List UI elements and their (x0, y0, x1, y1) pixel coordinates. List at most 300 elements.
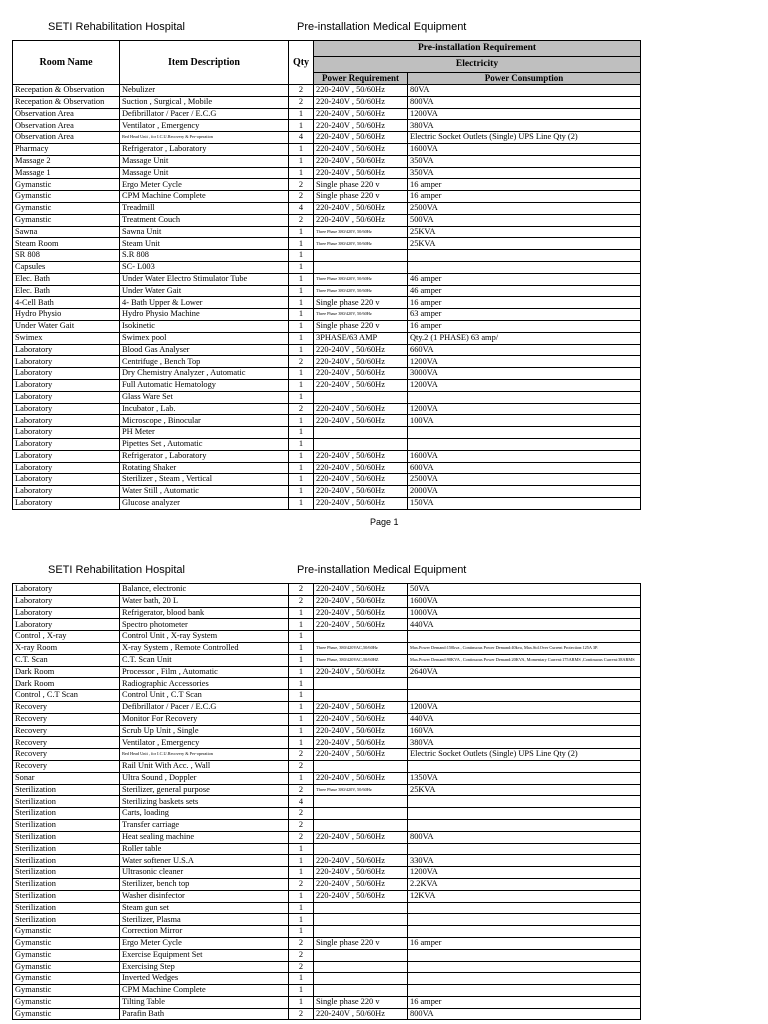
table-row (13, 191, 641, 203)
item-description-cell: Massage Unit (120, 155, 289, 167)
qty-cell: 2 (289, 1008, 314, 1020)
room-name-cell: Laboratory (13, 344, 120, 356)
power-requirement-cell: 220-240V , 50/60Hz (314, 890, 408, 902)
power-requirement-cell: 220-240V , 50/60Hz (314, 415, 408, 427)
power-requirement-cell: 220-240V , 50/60Hz (314, 450, 408, 462)
item-description-cell: Under Water Electro Stimulator Tube (120, 273, 289, 285)
table-row (13, 737, 641, 749)
qty-cell: 1 (289, 285, 314, 297)
qty-cell: 1 (289, 379, 314, 391)
power-consumption-cell: 3000VA (408, 368, 641, 380)
qty-cell: 2 (289, 179, 314, 191)
qty-cell: 1 (289, 486, 314, 498)
qty-cell: 1 (289, 297, 314, 309)
item-description-cell: Suction , Surgical , Mobile (120, 96, 289, 108)
table-row (13, 108, 641, 120)
qty-cell: 1 (289, 631, 314, 643)
power-requirement-cell (314, 961, 408, 973)
item-description-cell: Sterilizer, bench top (120, 878, 289, 890)
qty-cell: 1 (289, 332, 314, 344)
power-consumption-cell: 16 amper (408, 996, 641, 1008)
power-requirement-cell: 220-240V , 50/60Hz (314, 143, 408, 155)
room-name-cell: Gymanstic (13, 179, 120, 191)
table-row (13, 796, 641, 808)
power-consumption-cell: 100VA (408, 415, 641, 427)
table-row (13, 85, 641, 97)
page-header (0, 21, 768, 37)
power-requirement-cell: 220-240V , 50/60Hz (314, 1008, 408, 1020)
room-name-cell: Swimex (13, 332, 120, 344)
table-row (13, 309, 641, 321)
table-row (13, 332, 641, 344)
table-row (13, 902, 641, 914)
room-name-cell: Sterilization (13, 902, 120, 914)
power-consumption-cell: 1200VA (408, 356, 641, 368)
table-row (13, 867, 641, 879)
table-row (13, 607, 641, 619)
qty-cell: 1 (289, 996, 314, 1008)
item-description-cell: Refrigerator, blood bank (120, 607, 289, 619)
room-name-cell: Under Water Gait (13, 320, 120, 332)
room-name-cell: Sterilization (13, 808, 120, 820)
item-description-cell: Ergo Meter Cycle (120, 937, 289, 949)
item-description-cell: Ventilator , Emergency (120, 737, 289, 749)
table-row (13, 725, 641, 737)
table-row (13, 179, 641, 191)
power-consumption-cell (408, 261, 641, 273)
qty-cell: 1 (289, 843, 314, 855)
qty-cell: 1 (289, 238, 314, 250)
qty-cell: 4 (289, 202, 314, 214)
table-row (13, 415, 641, 427)
room-name-cell: Observation Area (13, 108, 120, 120)
qty-cell: 1 (289, 607, 314, 619)
table-row (13, 497, 641, 509)
power-requirement-cell: 220-240V , 50/60Hz (314, 96, 408, 108)
qty-cell: 4 (289, 132, 314, 144)
power-requirement-cell (314, 985, 408, 997)
table-row (13, 427, 641, 439)
item-description-cell: Processor , Film , Automatic (120, 666, 289, 678)
item-description-cell: 4- Bath Upper & Lower (120, 297, 289, 309)
room-name-cell: Observation Area (13, 120, 120, 132)
table-row (13, 379, 641, 391)
power-consumption-cell (408, 438, 641, 450)
qty-cell: 1 (289, 985, 314, 997)
table-body (13, 584, 641, 1020)
qty-cell: 1 (289, 666, 314, 678)
qty-cell: 1 (289, 143, 314, 155)
qty-cell: 4 (289, 796, 314, 808)
room-name-cell: C.T. Scan (13, 654, 120, 666)
room-name-cell: Laboratory (13, 486, 120, 498)
power-consumption-cell: 440VA (408, 619, 641, 631)
power-consumption-cell: 350VA (408, 167, 641, 179)
power-requirement-cell: 220-240V , 50/60Hz (314, 619, 408, 631)
item-description-cell: Exercising Step (120, 961, 289, 973)
qty-cell: 1 (289, 713, 314, 725)
power-consumption-cell: Qty.2 (1 PHASE) 63 amp/ (408, 332, 641, 344)
qty-cell: 1 (289, 642, 314, 654)
power-consumption-cell: 16 amper (408, 297, 641, 309)
power-consumption-cell: 2500VA (408, 202, 641, 214)
power-requirement-cell: 220-240V , 50/60Hz (314, 155, 408, 167)
item-description-cell: Sterilizer , Steam , Vertical (120, 474, 289, 486)
item-description-cell: Washer disinfector (120, 890, 289, 902)
item-description-cell: Defibrillator / Pacer / E.C.G (120, 701, 289, 713)
qty-cell: 1 (289, 867, 314, 879)
qty-cell: 2 (289, 191, 314, 203)
qty-cell: 1 (289, 450, 314, 462)
power-consumption-cell: 2500VA (408, 474, 641, 486)
power-consumption-cell (408, 427, 641, 439)
item-description-cell: Inverted Wedges (120, 973, 289, 985)
table-row (13, 474, 641, 486)
room-name-cell: Steam Room (13, 238, 120, 250)
qty-cell: 2 (289, 85, 314, 97)
table-row (13, 914, 641, 926)
table-body (13, 85, 641, 510)
power-requirement-cell: Three Phase 380/420V, 50/60Hz (314, 273, 408, 285)
item-description-cell: Transfer carriage (120, 819, 289, 831)
power-requirement-cell: 220-240V , 50/60Hz (314, 584, 408, 596)
equipment-table-page-2 (12, 583, 641, 1020)
item-description-cell: Control Unit , C.T Scan (120, 690, 289, 702)
page-number: Page 1 (370, 517, 399, 527)
item-description-cell: Sterilizing baskets sets (120, 796, 289, 808)
document-title: Pre-installation Medical Equipment (297, 564, 467, 576)
power-consumption-cell (408, 391, 641, 403)
power-consumption-cell: 1200VA (408, 701, 641, 713)
room-name-cell: Recovery (13, 760, 120, 772)
room-name-cell: Elec. Bath (13, 273, 120, 285)
room-name-cell: Sterilization (13, 867, 120, 879)
table-row (13, 143, 641, 155)
page-header (0, 564, 768, 580)
power-requirement-cell: 220-240V , 50/60Hz (314, 595, 408, 607)
item-description-cell: Glucose analyzer (120, 497, 289, 509)
qty-cell: 2 (289, 356, 314, 368)
table-row (13, 619, 641, 631)
qty-cell: 1 (289, 701, 314, 713)
item-description-cell: Radiographic Accessories (120, 678, 289, 690)
item-description-cell: Tilting Table (120, 996, 289, 1008)
power-requirement-cell (314, 796, 408, 808)
power-requirement-cell: Three Phase 380/420V, 50/60Hz (314, 309, 408, 321)
item-description-cell: Scrub Up Unit , Single (120, 725, 289, 737)
room-name-cell: Recovery (13, 749, 120, 761)
room-name-cell: Massage 1 (13, 167, 120, 179)
qty-cell: 1 (289, 167, 314, 179)
power-consumption-cell (408, 843, 641, 855)
table-row (13, 890, 641, 902)
table-row (13, 273, 641, 285)
room-name-cell: Sterilization (13, 784, 120, 796)
power-consumption-cell: 80VA (408, 85, 641, 97)
item-description-cell: Microscope , Binocular (120, 415, 289, 427)
power-requirement-cell: 220-240V , 50/60Hz (314, 878, 408, 890)
power-requirement-cell: 220-240V , 50/60Hz (314, 713, 408, 725)
item-description-cell: Isokinetic (120, 320, 289, 332)
qty-cell: 2 (289, 784, 314, 796)
room-name-cell: X-ray Room (13, 642, 120, 654)
room-name-cell: Sterilization (13, 890, 120, 902)
power-consumption-cell: 1200VA (408, 867, 641, 879)
power-requirement-cell: 220-240V , 50/60Hz (314, 132, 408, 144)
qty-cell: 1 (289, 678, 314, 690)
qty-cell: 1 (289, 427, 314, 439)
power-consumption-cell: 16 amper (408, 320, 641, 332)
table-row (13, 584, 641, 596)
table-row (13, 949, 641, 961)
table-row (13, 238, 641, 250)
room-name-cell: Sterilization (13, 878, 120, 890)
item-description-cell: Correction Mirror (120, 926, 289, 938)
power-consumption-cell (408, 902, 641, 914)
item-description-cell: CPM Machine Complete (120, 985, 289, 997)
qty-cell: 1 (289, 690, 314, 702)
room-name-cell: Gymanstic (13, 949, 120, 961)
room-name-cell: Massage 2 (13, 155, 120, 167)
room-name-cell: Gymanstic (13, 996, 120, 1008)
table-row (13, 120, 641, 132)
qty-cell: 1 (289, 391, 314, 403)
qty-cell: 1 (289, 155, 314, 167)
power-consumption-cell: 1350VA (408, 772, 641, 784)
room-name-cell: Recovery (13, 701, 120, 713)
item-description-cell: X-ray System , Remote Controlled (120, 642, 289, 654)
qty-cell: 2 (289, 949, 314, 961)
qty-cell: 1 (289, 619, 314, 631)
qty-cell: 1 (289, 902, 314, 914)
column-header-pre-installation: Pre-installation Requirement (314, 41, 641, 57)
room-name-cell: Laboratory (13, 391, 120, 403)
qty-cell: 2 (289, 819, 314, 831)
room-name-cell: Control , X-ray (13, 631, 120, 643)
room-name-cell: Laboratory (13, 595, 120, 607)
item-description-cell: Rotating Shaker (120, 462, 289, 474)
item-description-cell: Sterilizer, Plasma (120, 914, 289, 926)
item-description-cell: Ultra Sound , Doppler (120, 772, 289, 784)
power-consumption-cell: 63 amper (408, 309, 641, 321)
room-name-cell: Gymanstic (13, 961, 120, 973)
power-requirement-cell: 220-240V , 50/60Hz (314, 214, 408, 226)
power-requirement-cell: Single phase 220 v (314, 191, 408, 203)
room-name-cell: Observation Area (13, 132, 120, 144)
room-name-cell: Laboratory (13, 438, 120, 450)
qty-cell: 1 (289, 368, 314, 380)
qty-cell: 1 (289, 725, 314, 737)
qty-cell: 1 (289, 890, 314, 902)
item-description-cell: Under Water Gait (120, 285, 289, 297)
room-name-cell: Pharmacy (13, 143, 120, 155)
table-row (13, 701, 641, 713)
item-description-cell: Water Still , Automatic (120, 486, 289, 498)
power-consumption-cell: 1200VA (408, 403, 641, 415)
power-consumption-cell (408, 796, 641, 808)
power-consumption-cell: 2640VA (408, 666, 641, 678)
room-name-cell: Laboratory (13, 474, 120, 486)
qty-cell: 2 (289, 214, 314, 226)
power-requirement-cell (314, 973, 408, 985)
qty-cell: 2 (289, 96, 314, 108)
table-row (13, 356, 641, 368)
table-row (13, 819, 641, 831)
table-row (13, 642, 641, 654)
room-name-cell: Recepation & Observation (13, 85, 120, 97)
qty-cell: 1 (289, 226, 314, 238)
qty-cell: 1 (289, 926, 314, 938)
table-row (13, 831, 641, 843)
room-name-cell: Gymanstic (13, 985, 120, 997)
hospital-name: SETI Rehabilitation Hospital (48, 21, 185, 33)
power-requirement-cell: 220-240V , 50/60Hz (314, 701, 408, 713)
power-consumption-cell: 50VA (408, 584, 641, 596)
room-name-cell: Gymanstic (13, 214, 120, 226)
table-row (13, 403, 641, 415)
qty-cell: 1 (289, 309, 314, 321)
table-row (13, 654, 641, 666)
power-consumption-cell (408, 760, 641, 772)
power-consumption-cell: 350VA (408, 155, 641, 167)
table-row (13, 855, 641, 867)
power-requirement-cell: 220-240V , 50/60Hz (314, 379, 408, 391)
table-row (13, 1008, 641, 1020)
room-name-cell: Sterilization (13, 796, 120, 808)
power-consumption-cell: 25KVA (408, 226, 641, 238)
table-row (13, 631, 641, 643)
power-requirement-cell (314, 819, 408, 831)
power-consumption-cell: 46 amper (408, 285, 641, 297)
power-consumption-cell: 2000VA (408, 486, 641, 498)
room-name-cell: Laboratory (13, 415, 120, 427)
power-consumption-cell: 1200VA (408, 108, 641, 120)
item-description-cell: Pipettes Set , Automatic (120, 438, 289, 450)
power-consumption-cell: 1600VA (408, 595, 641, 607)
room-name-cell: Gymanstic (13, 926, 120, 938)
power-requirement-cell: Three Phase 380/420V, 50/60Hz (314, 226, 408, 238)
power-consumption-cell: 380VA (408, 120, 641, 132)
table-row (13, 973, 641, 985)
qty-cell: 1 (289, 108, 314, 120)
document-title: Pre-installation Medical Equipment (297, 21, 467, 33)
room-name-cell: Laboratory (13, 607, 120, 619)
room-name-cell: Sterilization (13, 831, 120, 843)
table-row (13, 391, 641, 403)
power-requirement-cell: 220-240V , 50/60Hz (314, 368, 408, 380)
item-description-cell: Water softener U.S.A (120, 855, 289, 867)
power-consumption-cell: 500VA (408, 214, 641, 226)
item-description-cell: Sterilizer, general purpose (120, 784, 289, 796)
room-name-cell: Elec. Bath (13, 285, 120, 297)
qty-cell: 2 (289, 937, 314, 949)
power-consumption-cell: 1200VA (408, 379, 641, 391)
table-row (13, 843, 641, 855)
item-description-cell: Steam Unit (120, 238, 289, 250)
room-name-cell: Laboratory (13, 356, 120, 368)
item-description-cell: Defibrillator / Pacer / E.C.G (120, 108, 289, 120)
table-row (13, 226, 641, 238)
item-description-cell: Steam gun set (120, 902, 289, 914)
power-requirement-cell: 220-240V , 50/60Hz (314, 749, 408, 761)
power-consumption-cell: Max.Power Demand:90KVA , Continuous Power Demand:20KVA, Momentary Current:175ARMS ,Continuous Current:38ARMS (408, 654, 641, 666)
qty-cell: 2 (289, 595, 314, 607)
item-description-cell: Balance, electronic (120, 584, 289, 596)
item-description-cell: C.T. Scan Unit (120, 654, 289, 666)
power-requirement-cell (314, 438, 408, 450)
power-requirement-cell (314, 690, 408, 702)
room-name-cell: SR 808 (13, 250, 120, 262)
item-description-cell: Ultrasonic cleaner (120, 867, 289, 879)
table-row (13, 155, 641, 167)
table-row (13, 285, 641, 297)
power-requirement-cell: 220-240V , 50/60Hz (314, 403, 408, 415)
power-consumption-cell: Max.Power Demand:150kva , Continuous Power Demand:40kva, Max.Std.Over Current Protection:125A 3P. (408, 642, 641, 654)
power-requirement-cell: Three Phase 380/420V, 50/60Hz (314, 784, 408, 796)
power-consumption-cell (408, 926, 641, 938)
item-description-cell: Monitor For Recovery (120, 713, 289, 725)
item-description-cell: Blood Gas Analyser (120, 344, 289, 356)
power-requirement-cell: 220-240V , 50/60Hz (314, 167, 408, 179)
room-name-cell: Hydro Physio (13, 309, 120, 321)
power-requirement-cell: 220-240V , 50/60Hz (314, 737, 408, 749)
table-row (13, 760, 641, 772)
power-consumption-cell: 380VA (408, 737, 641, 749)
power-consumption-cell: 660VA (408, 344, 641, 356)
table-row (13, 595, 641, 607)
power-requirement-cell: 220-240V , 50/60Hz (314, 666, 408, 678)
power-requirement-cell: Single phase 220 v (314, 937, 408, 949)
power-consumption-cell: 16 amper (408, 179, 641, 191)
qty-cell: 1 (289, 438, 314, 450)
table-row (13, 749, 641, 761)
room-name-cell: Laboratory (13, 368, 120, 380)
room-name-cell: Gymanstic (13, 202, 120, 214)
power-requirement-cell: Three Phase 380/420V, 50/60Hz (314, 238, 408, 250)
qty-cell: 2 (289, 961, 314, 973)
power-requirement-cell: Three Phase, 380/420VAC,50/60Hz (314, 642, 408, 654)
power-requirement-cell: 220-240V , 50/60Hz (314, 474, 408, 486)
item-description-cell: Massage Unit (120, 167, 289, 179)
power-requirement-cell: 220-240V , 50/60Hz (314, 202, 408, 214)
power-consumption-cell: 16 amper (408, 937, 641, 949)
item-description-cell: Treadmill (120, 202, 289, 214)
item-description-cell: Heat sealing machine (120, 831, 289, 843)
qty-cell: 1 (289, 462, 314, 474)
room-name-cell: Sawna (13, 226, 120, 238)
room-name-cell: Laboratory (13, 450, 120, 462)
column-header-item-description: Item Description (120, 41, 289, 85)
power-consumption-cell (408, 985, 641, 997)
power-consumption-cell: 800VA (408, 96, 641, 108)
item-description-cell: Control Unit , X-ray System (120, 631, 289, 643)
power-consumption-cell: 150VA (408, 497, 641, 509)
room-name-cell: Laboratory (13, 379, 120, 391)
room-name-cell: Dark Room (13, 678, 120, 690)
qty-cell: 1 (289, 344, 314, 356)
item-description-cell: Roller table (120, 843, 289, 855)
item-description-cell: CPM Machine Complete (120, 191, 289, 203)
qty-cell: 1 (289, 654, 314, 666)
power-requirement-cell: 220-240V , 50/60Hz (314, 772, 408, 784)
power-consumption-cell: 330VA (408, 855, 641, 867)
column-header-room-name: Room Name (13, 41, 120, 85)
power-consumption-cell: 1000VA (408, 607, 641, 619)
room-name-cell: Sterilization (13, 855, 120, 867)
qty-cell: 1 (289, 772, 314, 784)
room-name-cell: Gymanstic (13, 937, 120, 949)
room-name-cell: Recovery (13, 737, 120, 749)
